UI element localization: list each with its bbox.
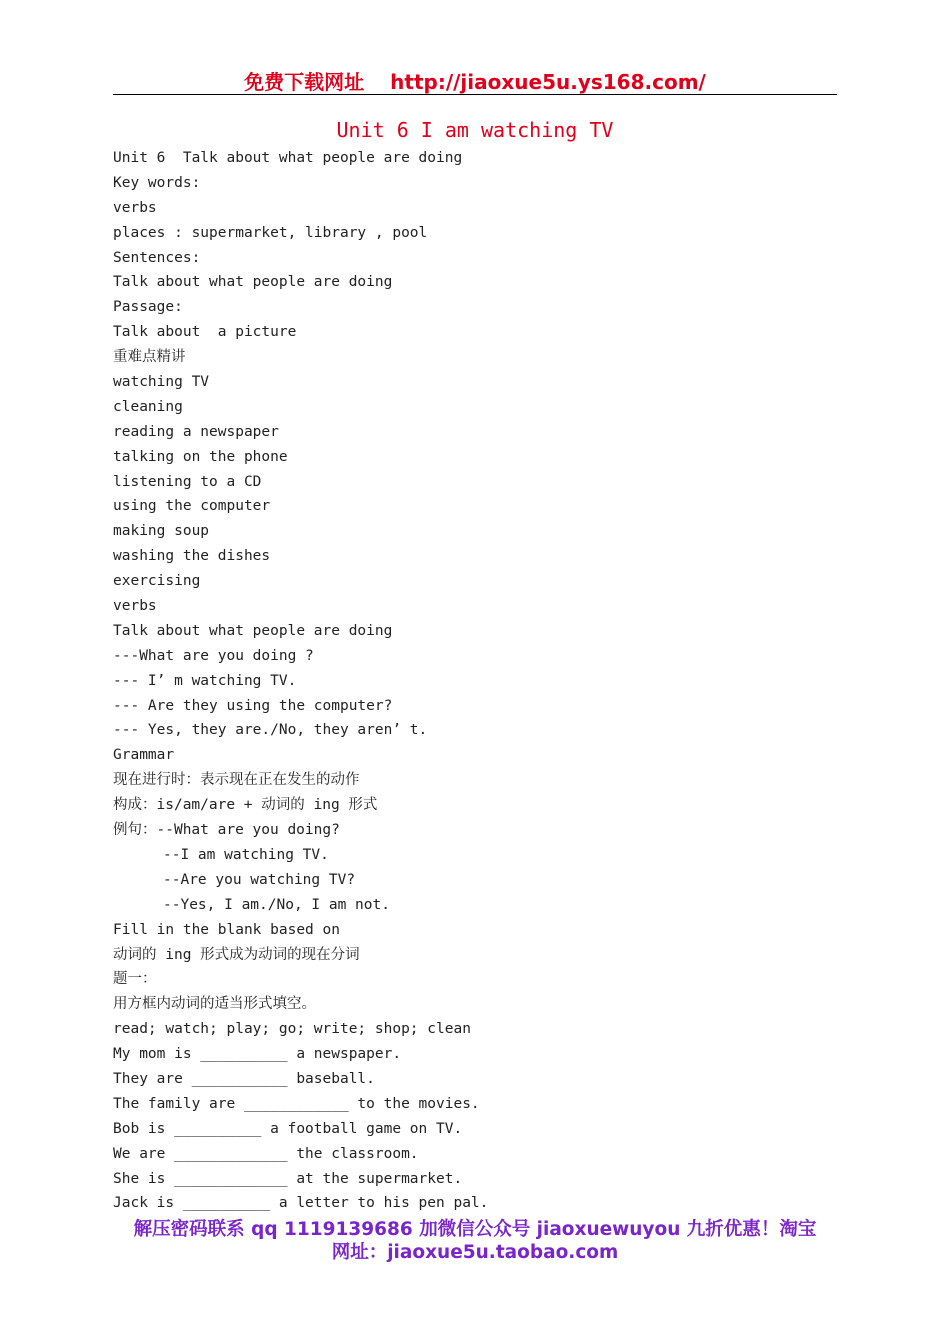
text-line: listening to a CD (113, 473, 262, 490)
text-line: exercising (113, 573, 201, 590)
text-line: --- Are they using the computer? (113, 697, 393, 714)
text-line: Grammar (113, 747, 175, 764)
text-line: 构成：is/am/are + 动词的 ing 形式 (113, 797, 378, 814)
footer-line-2[interactable]: 网址：jiaoxue5u.taobao.com (331, 1242, 619, 1263)
text-line: 用方框内动词的适当形式填空。 (113, 996, 316, 1013)
text-line: using the computer (113, 498, 271, 515)
text-line: --I am watching TV. (163, 846, 329, 863)
text-line: Key words: (113, 174, 201, 191)
text-line: --Yes, I am./No, I am not. (163, 896, 390, 913)
text-line: They are ___________ baseball. (113, 1070, 375, 1087)
text-line: 题一： (113, 971, 157, 988)
text-line: Passage: (113, 299, 183, 316)
text-line: Bob is __________ a football game on TV. (113, 1120, 463, 1137)
page-footer (113, 1218, 837, 1264)
text-line: Jack is __________ a letter to his pen pal. (113, 1195, 489, 1212)
text-line: Sentences: (113, 249, 201, 266)
document-title: Unit 6 I am watching TV (336, 118, 614, 142)
text-line: We are _____________ the classroom. (113, 1145, 419, 1162)
text-line: 现在进行时：表示现在正在发生的动作 (113, 772, 360, 789)
text-line: Talk about a picture (113, 324, 297, 341)
text-line: ---What are you doing ? (113, 647, 314, 664)
footer-line-1: 解压密码联系 qq 1119139686 加微信公众号 jiaoxuewuyou 九折优惠！淘宝 (133, 1219, 817, 1240)
header-label: 免费下载网址 (244, 70, 365, 94)
text-line: The family are ____________ to the movies. (113, 1095, 480, 1112)
text-line: 重难点精讲 (113, 349, 186, 366)
text-line: read; watch; play; go; write; shop; clean (113, 1021, 471, 1038)
page-header (113, 66, 837, 94)
text-line: talking on the phone (113, 448, 288, 465)
text-line: Talk about what people are doing (113, 274, 393, 291)
text-line: --- I’ m watching TV. (113, 672, 297, 689)
text-line: places : supermarket, library , pool (113, 224, 428, 241)
text-line: cleaning (113, 398, 183, 415)
header-divider (113, 94, 837, 95)
text-line: verbs (113, 598, 157, 615)
text-line: reading a newspaper (113, 423, 279, 440)
text-line: washing the dishes (113, 548, 271, 565)
document-body (113, 146, 853, 1216)
text-line: 例句：--What are you doing? (113, 822, 340, 839)
text-line: Unit 6 Talk about what people are doing (113, 150, 463, 166)
text-line: 动词的 ing 形式成为动词的现在分词 (113, 946, 360, 963)
text-line: watching TV (113, 374, 210, 391)
text-line: Talk about what people are doing (113, 622, 393, 639)
text-line: Fill in the blank based on (113, 921, 340, 938)
text-line: My mom is __________ a newspaper. (113, 1046, 402, 1063)
text-line: --- Yes, they are./No, they aren’ t. (113, 722, 428, 739)
text-line: She is _____________ at the supermarket. (113, 1170, 463, 1187)
text-line: verbs (113, 199, 157, 216)
header-url[interactable]: http://jiaoxue5u.ys168.com/ (390, 70, 706, 94)
text-line: --Are you watching TV? (163, 871, 356, 888)
text-line: making soup (113, 523, 210, 540)
